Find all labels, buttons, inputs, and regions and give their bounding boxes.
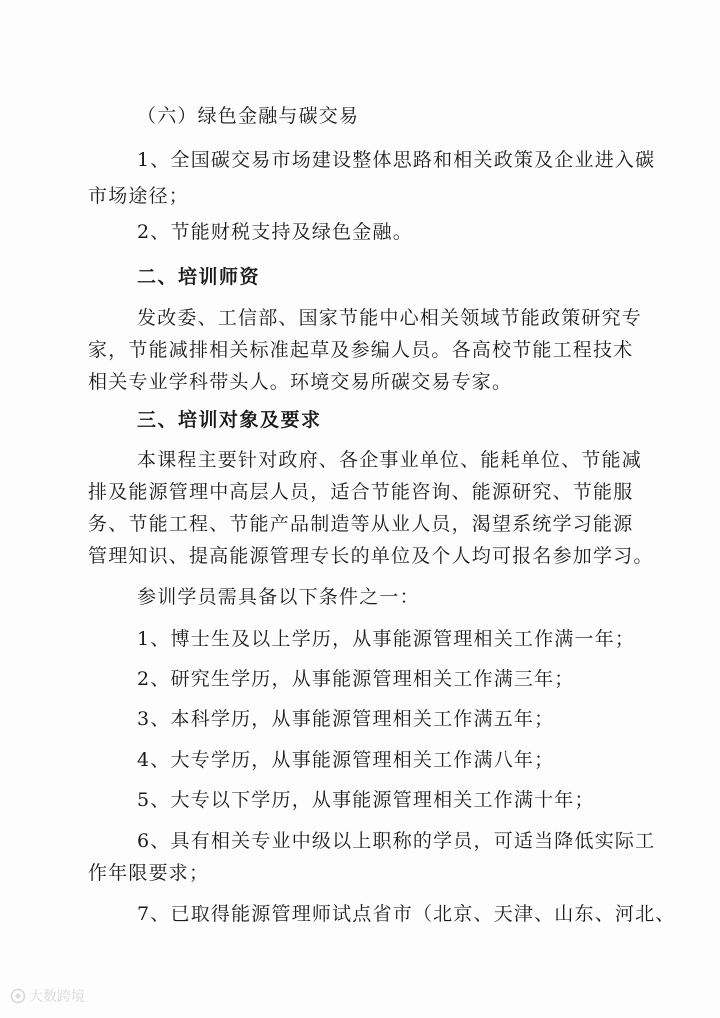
list-item-continuation: 作年限要求； [88,862,210,884]
watermark-text: 大数跨境 [29,989,85,1005]
paragraph-line: 相关专业学科带头人。环境交易所碳交易专家。 [88,371,513,393]
section-heading-trainees: 三、培训对象及要求 [137,409,322,431]
watermark [10,986,85,1006]
paragraph-line: 参训学员需具备以下条件之一： [137,586,420,608]
paragraph-line: 发改委、工信部、国家节能中心相关领域节能政策研究专 [137,307,643,329]
list-item: 2、研究生学历，从事能源管理相关工作满三年； [137,668,575,690]
paragraph-line: 市场途径； [88,185,190,207]
paragraph-line: 务、节能工程、节能产品制造等从业人员，渴望系统学习能源 [88,513,634,535]
section-heading-green-finance: （六）绿色金融与碳交易 [137,105,360,127]
watermark-logo-icon [10,988,26,1004]
paragraph-line: 管理知识、提高能源管理专长的单位及个人均可报名参加学习。 [88,545,654,567]
section-heading-trainers: 二、培训师资 [137,266,261,288]
paragraph-line: 2、节能财税支持及绿色金融。 [137,221,413,243]
paragraph-line: 排及能源管理中高层人员，适合节能咨询、能源研究、节能服 [88,481,634,503]
paragraph-line: 1、全国碳交易市场建设整体思路和相关政策及企业进入碳 [137,149,656,171]
list-item: 4、大专学历，从事能源管理相关工作满八年； [137,749,555,771]
list-item: 7、已取得能源管理师试点省市（北京、天津、山东、河北、 [137,903,676,925]
list-item: 5、大专以下学历，从事能源管理相关工作满十年； [137,789,595,811]
list-item: 6、具有相关专业中级以上职称的学员，可适当降低实际工 [137,830,656,852]
list-item: 1、博士生及以上学历，从事能源管理相关工作满一年； [137,628,636,650]
paragraph-line: 本课程主要针对政府、各企事业单位、能耗单位、节能减 [137,449,643,471]
list-item: 3、本科学历，从事能源管理相关工作满五年； [137,708,555,730]
paragraph-line: 家，节能减排相关标准起草及参编人员。各高校节能工程技术 [88,339,634,361]
